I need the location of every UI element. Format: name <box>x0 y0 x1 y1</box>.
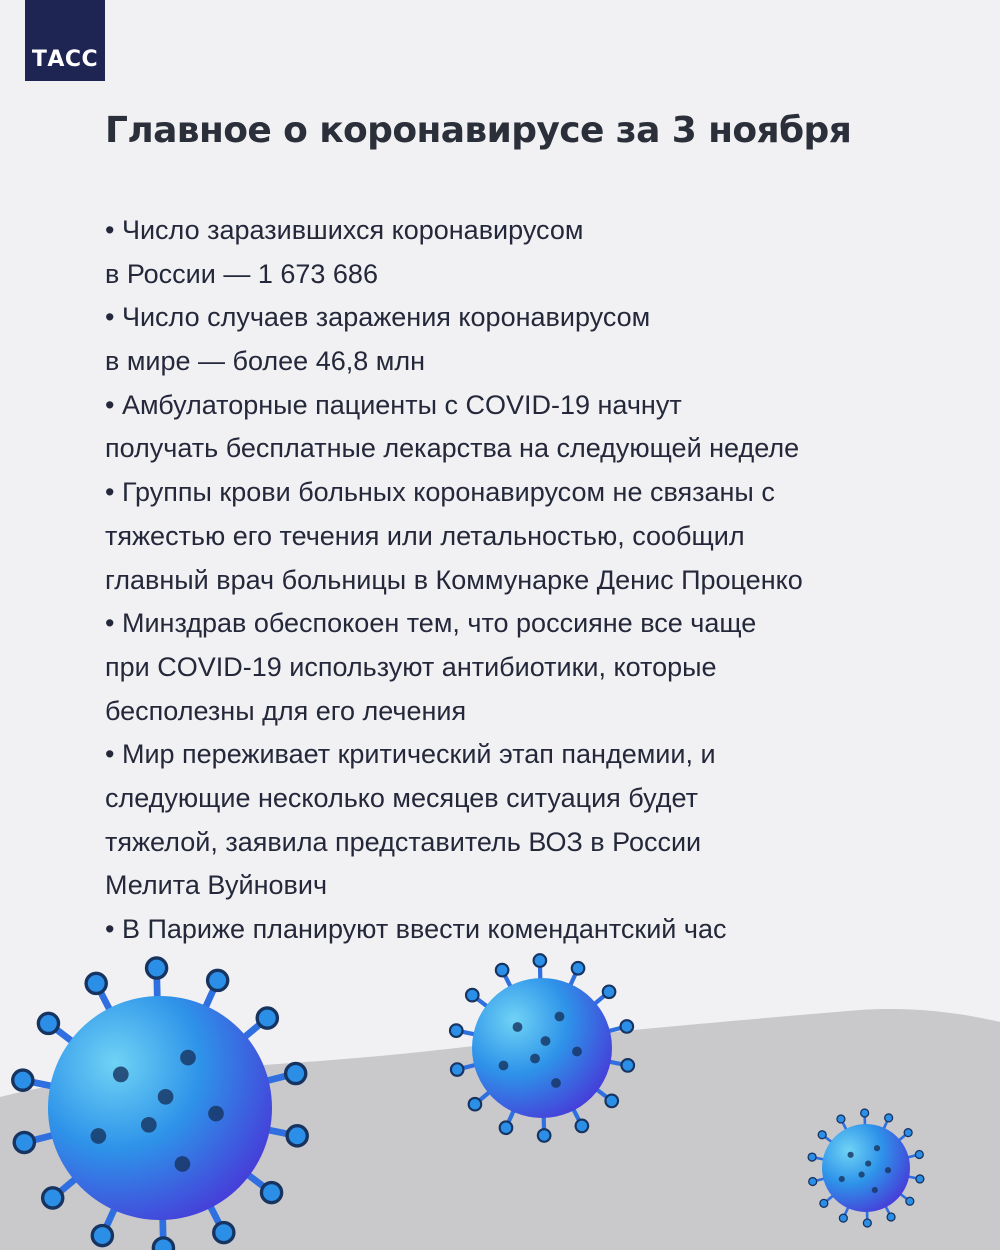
news-bullet-line: • В Париже планируют ввести комендантский час <box>105 914 727 944</box>
news-bullet-line: при COVID-19 используют антибиотики, которые <box>105 651 717 682</box>
news-bullet <box>105 296 965 383</box>
news-bullet-line: тяжелой, заявила представитель ВОЗ в России <box>105 826 702 857</box>
news-bullet-line: следующие несколько месяцев ситуация будет <box>105 782 698 813</box>
news-bullet-line: Мелита Вуйнович <box>105 870 328 901</box>
news-bullet-line: • Мир переживает критический этап пандемии, и <box>105 739 716 770</box>
news-bullet-list <box>105 209 965 952</box>
news-bullet <box>105 733 965 908</box>
news-bullet-line: • Группы крови больных коронавирусом не связаны с <box>105 477 775 508</box>
news-bullet <box>105 384 965 471</box>
news-bullet <box>105 471 965 602</box>
news-bullet-line: в мире — более 46,8 млн <box>105 346 425 377</box>
news-bullet-line: • Амбулаторные пациенты с COVID-19 начнут <box>105 389 682 420</box>
page-title: Главное о коронавирусе за 3 ноября <box>105 110 852 151</box>
news-bullet-line: • Число случаев заражения коронавирусом <box>105 302 651 333</box>
news-bullet-line: тяжестью его течения или летальностью, сообщил <box>105 520 745 551</box>
news-bullet <box>105 602 965 733</box>
news-bullet-line: • Минздрав обеспокоен тем, что россияне все чаще <box>105 608 757 639</box>
news-bullet-line: главный врач больницы в Коммунарке Денис Проценко <box>105 564 803 595</box>
news-bullet-line: получать бесплатные лекарства на следующей неделе <box>105 433 800 464</box>
tass-logo-text: ТАСС <box>31 47 99 72</box>
news-bullet <box>105 209 965 296</box>
virus-illustration <box>0 940 1000 1250</box>
tass-logo <box>25 0 105 81</box>
news-bullet-line: в России — 1 673 686 <box>105 258 378 289</box>
news-bullet-line: • Число заразившихся коронавирусом <box>105 215 584 245</box>
news-bullet-line: бесполезны для его лечения <box>105 695 467 726</box>
